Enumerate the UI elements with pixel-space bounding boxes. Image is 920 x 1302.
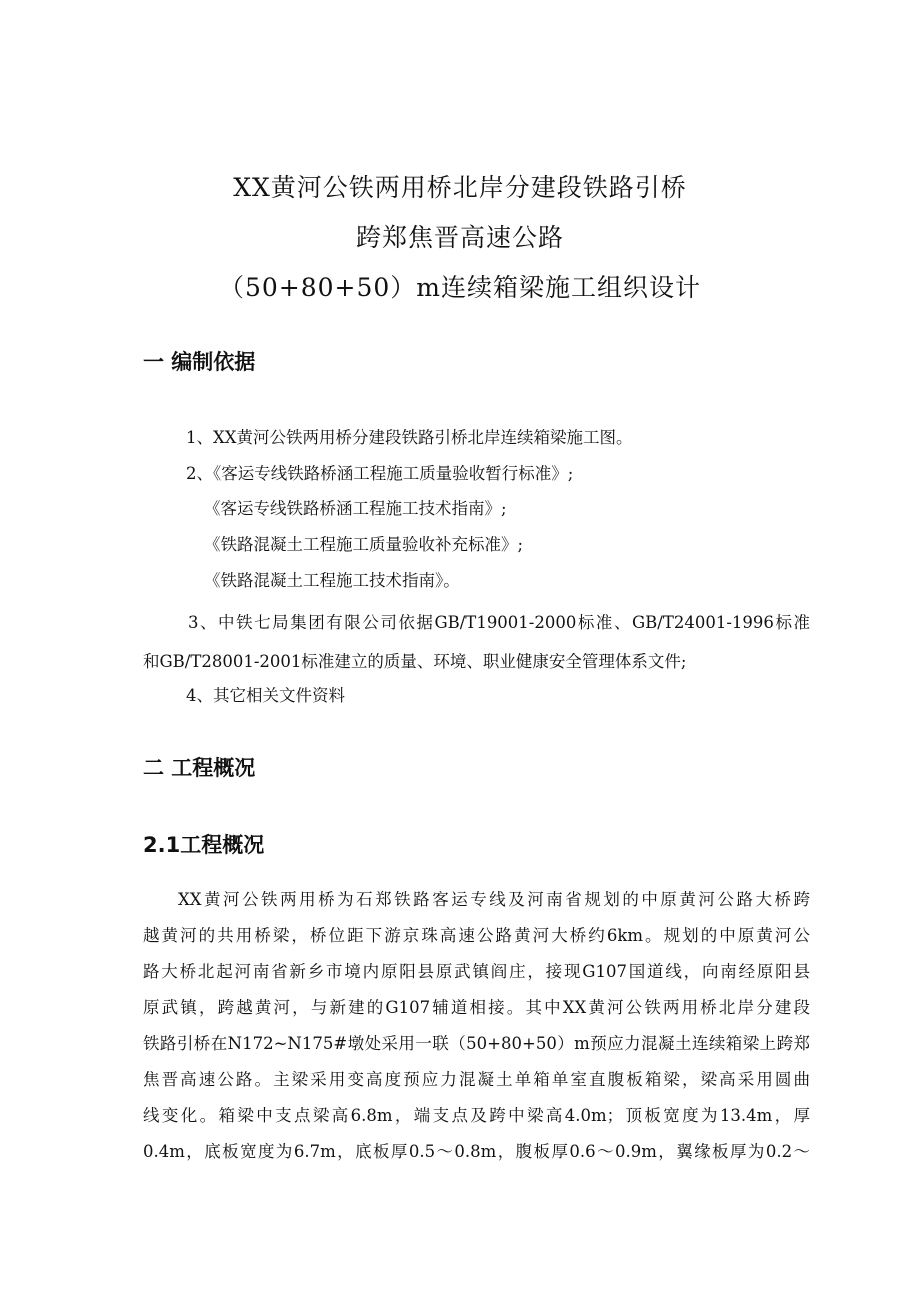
overview-line-4: 原武镇，跨越黄河，与新建的G107辅道相接。其中XX黄河公铁两用桥北岸分建段 — [143, 998, 810, 1017]
basis-item-3-cont: 和GB/T28001-2001标准建立的质量、环境、职业健康安全管理体系文件; — [143, 652, 687, 671]
overview-line-8: 0.4m，底板宽度为6.7m，底板厚0.5～0.8m，腹板厚0.6～0.9m，翼缘板厚为0.2～ — [143, 1142, 810, 1161]
title-line-2: 跨郑焦晋高速公路 — [355, 223, 564, 252]
title-line-3: （50+80+50）m连续箱梁施工组织设计 — [218, 273, 702, 302]
title-line-1: XX黄河公铁两用桥北岸分建段铁路引桥 — [233, 173, 687, 202]
overview-line-3: 路大桥北起河南省新乡市境内原阳县原武镇阎庄，接现G107国道线，向南经原阳县 — [143, 962, 810, 981]
basis-item-2: 2、《客运专线铁路桥涵工程施工质量验收暂行标准》; — [186, 464, 574, 483]
basis-item-2b: 《客运专线铁路桥涵工程施工技术指南》; — [204, 499, 507, 518]
section-1-heading: 一 编制依据 — [143, 350, 256, 374]
overview-line-6: 焦晋高速公路。主梁采用变高度预应力混凝土单箱单室直腹板箱梁，梁高采用圆曲 — [143, 1070, 810, 1089]
overview-line-1: XX黄河公铁两用桥为石郑铁路客运专线及河南省规划的中原黄河公路大桥跨 — [178, 890, 810, 909]
overview-line-2: 越黄河的共用桥梁，桥位距下游京珠高速公路黄河大桥约6km。规划的中原黄河公 — [143, 926, 810, 945]
basis-item-2c: 《铁路混凝土工程施工质量验收补充标准》; — [204, 535, 524, 554]
basis-item-1: 1、XX黄河公铁两用桥分建段铁路引桥北岸连续箱梁施工图。 — [186, 428, 633, 447]
basis-item-3: 3、中铁七局集团有限公司依据GB/T19001-2000标准、GB/T24001-1996标准 — [188, 613, 810, 632]
subsection-2-1-heading: 2.1工程概况 — [143, 833, 265, 857]
overview-line-5: 铁路引桥在N172~N175#墩处采用一联（50+80+50）m预应力混凝土连续箱梁上跨郑 — [143, 1034, 810, 1053]
basis-item-4: 4、其它相关文件资料 — [186, 686, 345, 705]
section-2-heading: 二 工程概况 — [143, 756, 256, 780]
overview-line-7: 线变化。箱梁中支点梁高6.8m，端支点及跨中梁高4.0m；顶板宽度为13.4m，厚 — [143, 1106, 810, 1125]
basis-item-2d: 《铁路混凝土工程施工技术指南》。 — [204, 571, 460, 590]
